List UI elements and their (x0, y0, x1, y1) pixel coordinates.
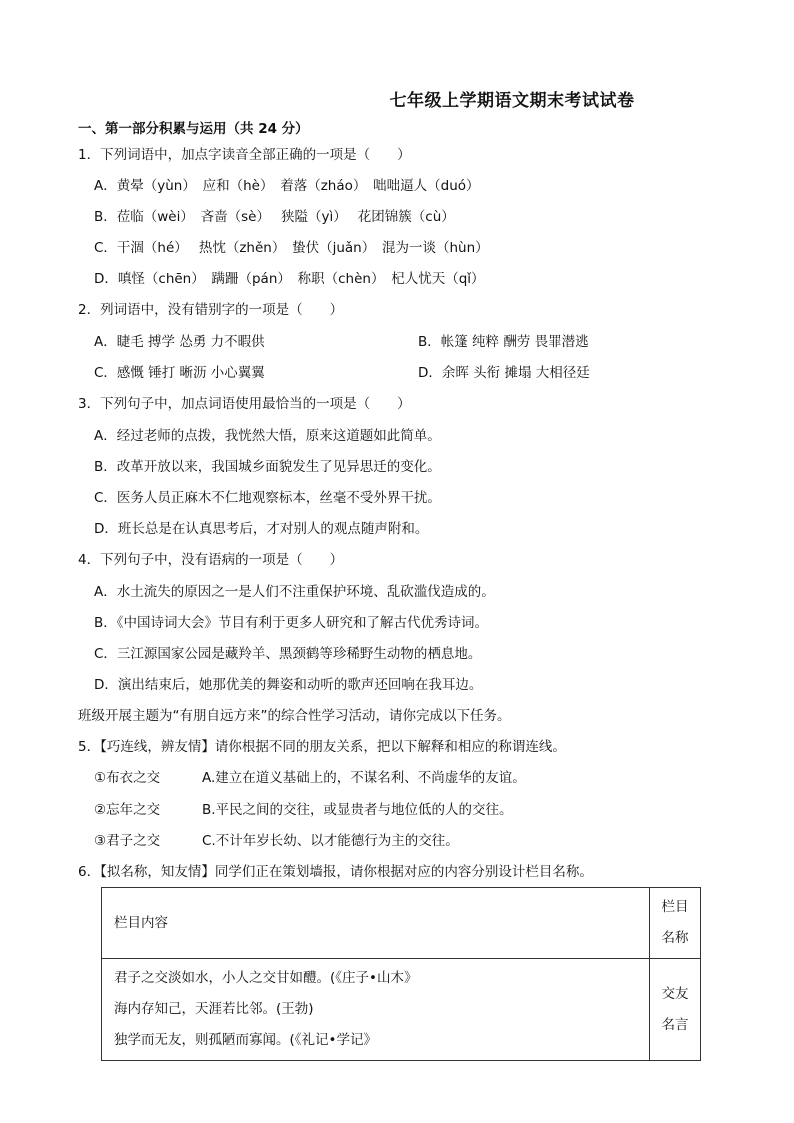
quote-line: 海内存知己，天涯若比邻。(王勃) (114, 1001, 314, 1017)
table-header-content: 栏目内容 (102, 888, 650, 959)
question-2-option-a: A．睫毛 搏学 怂勇 力不暇供 (94, 334, 265, 350)
question-2-option-c: C．感慨 锤打 晰沥 小心翼翼 (94, 365, 265, 381)
match-row (94, 832, 459, 850)
activity-intro: 班级开展主题为“有朋自远方来”的综合性学习活动，请你完成以下任务。 (78, 708, 511, 724)
question-1-option-c: C．干涸（hé） 热忱（zhěn） 蛰伏（juǎn） 混为一谈（hùn） (94, 240, 489, 256)
match-left-term: ②忘年之交 (94, 802, 161, 818)
quote-line: 独学而无友，则孤陋而寡闻。(《礼记•学记》 (114, 1032, 377, 1048)
table-cell-name: 交友名言 (650, 959, 701, 1061)
quote-line: 君子之交淡如水，小人之交甘如醴。(《庄子•山木》 (114, 970, 418, 986)
section-heading: 一、第一部分积累与运用（共 24 分） (78, 121, 309, 137)
question-2-stem: 2．列词语中，没有错别字的一项是（ ） (78, 302, 344, 318)
question-4-stem: 4．下列句子中，没有语病的一项是（ ） (78, 552, 344, 568)
match-row (94, 801, 513, 819)
question-1-option-a: A．黄晕（yùn） 应和（hè） 着落（zháo） 咄咄逼人（duó） (94, 178, 480, 194)
column-table (101, 887, 701, 1061)
table-cell-content (102, 959, 650, 1061)
question-3-option-c: C．医务人员正麻木不仁地观察标本，丝毫不受外界干扰。 (94, 490, 441, 506)
table-header-row (102, 888, 701, 959)
table-header-name: 栏目名称 (650, 888, 701, 959)
question-4-option-a: A．水土流失的原因之一是人们不注重保护环境、乱砍滥伐造成的。 (94, 584, 495, 600)
question-3-option-b: B．改革开放以来，我国城乡面貌发生了见异思迁的变化。 (94, 459, 441, 475)
match-left-term: ③君子之交 (94, 833, 161, 849)
question-3-stem: 3．下列句子中，加点词语使用最恰当的一项是（ ） (78, 396, 411, 412)
question-1-option-b: B．莅临（wèi） 吝啬（sè） 狭隘（yì） 花团锦簇（cù） (94, 209, 455, 225)
question-6-stem: 6．【拟名称，知友情】同学们正在策划墙报，请你根据对应的内容分别设计栏目名称。 (78, 864, 593, 880)
question-1-option-d: D．嗔怪（chēn） 蹒跚（pán） 称职（chèn） 杞人忧天（qǐ） (94, 271, 485, 287)
question-4-option-b: B．《中国诗词大会》节目有利于更多人研究和了解古代优秀诗词。 (94, 615, 489, 631)
match-left-term: ①布衣之交 (94, 770, 161, 786)
question-3-option-d: D．班长总是在认真思考后，才对别人的观点随声附和。 (94, 521, 429, 537)
match-row (94, 769, 526, 787)
question-4-option-d: D．演出结束后，她那优美的舞姿和动听的歌声还回响在我耳边。 (94, 677, 483, 693)
match-right-definition: C.不计年岁长幼、以才能德行为主的交往。 (202, 833, 459, 849)
question-4-option-c: C．三江源国家公园是藏羚羊、黑颈鹤等珍稀野生动物的栖息地。 (94, 646, 482, 662)
match-right-definition: A.建立在道义基础上的，不谋名利、不尚虚华的友谊。 (202, 770, 526, 786)
match-right-definition: B.平民之间的交往，或显贵者与地位低的人的交往。 (202, 802, 513, 818)
question-1-stem: 1．下列词语中，加点字读音全部正确的一项是（ ） (78, 147, 411, 163)
table-row (102, 959, 701, 1061)
question-5-stem: 5．【巧连线，辨友情】请你根据不同的朋友关系，把以下解释和相应的称谓连线。 (78, 739, 566, 755)
page-title: 七年级上学期语文期末考试试卷 (389, 91, 635, 111)
question-3-option-a: A．经过老师的点拨，我恍然大悟，原来这道题如此简单。 (94, 428, 441, 444)
question-2-option-d: D．余晖 头衔 摊塌 大相径廷 (418, 365, 590, 381)
question-2-option-b: B．帐篷 纯粹 酬劳 畏罪潜逃 (418, 334, 589, 350)
